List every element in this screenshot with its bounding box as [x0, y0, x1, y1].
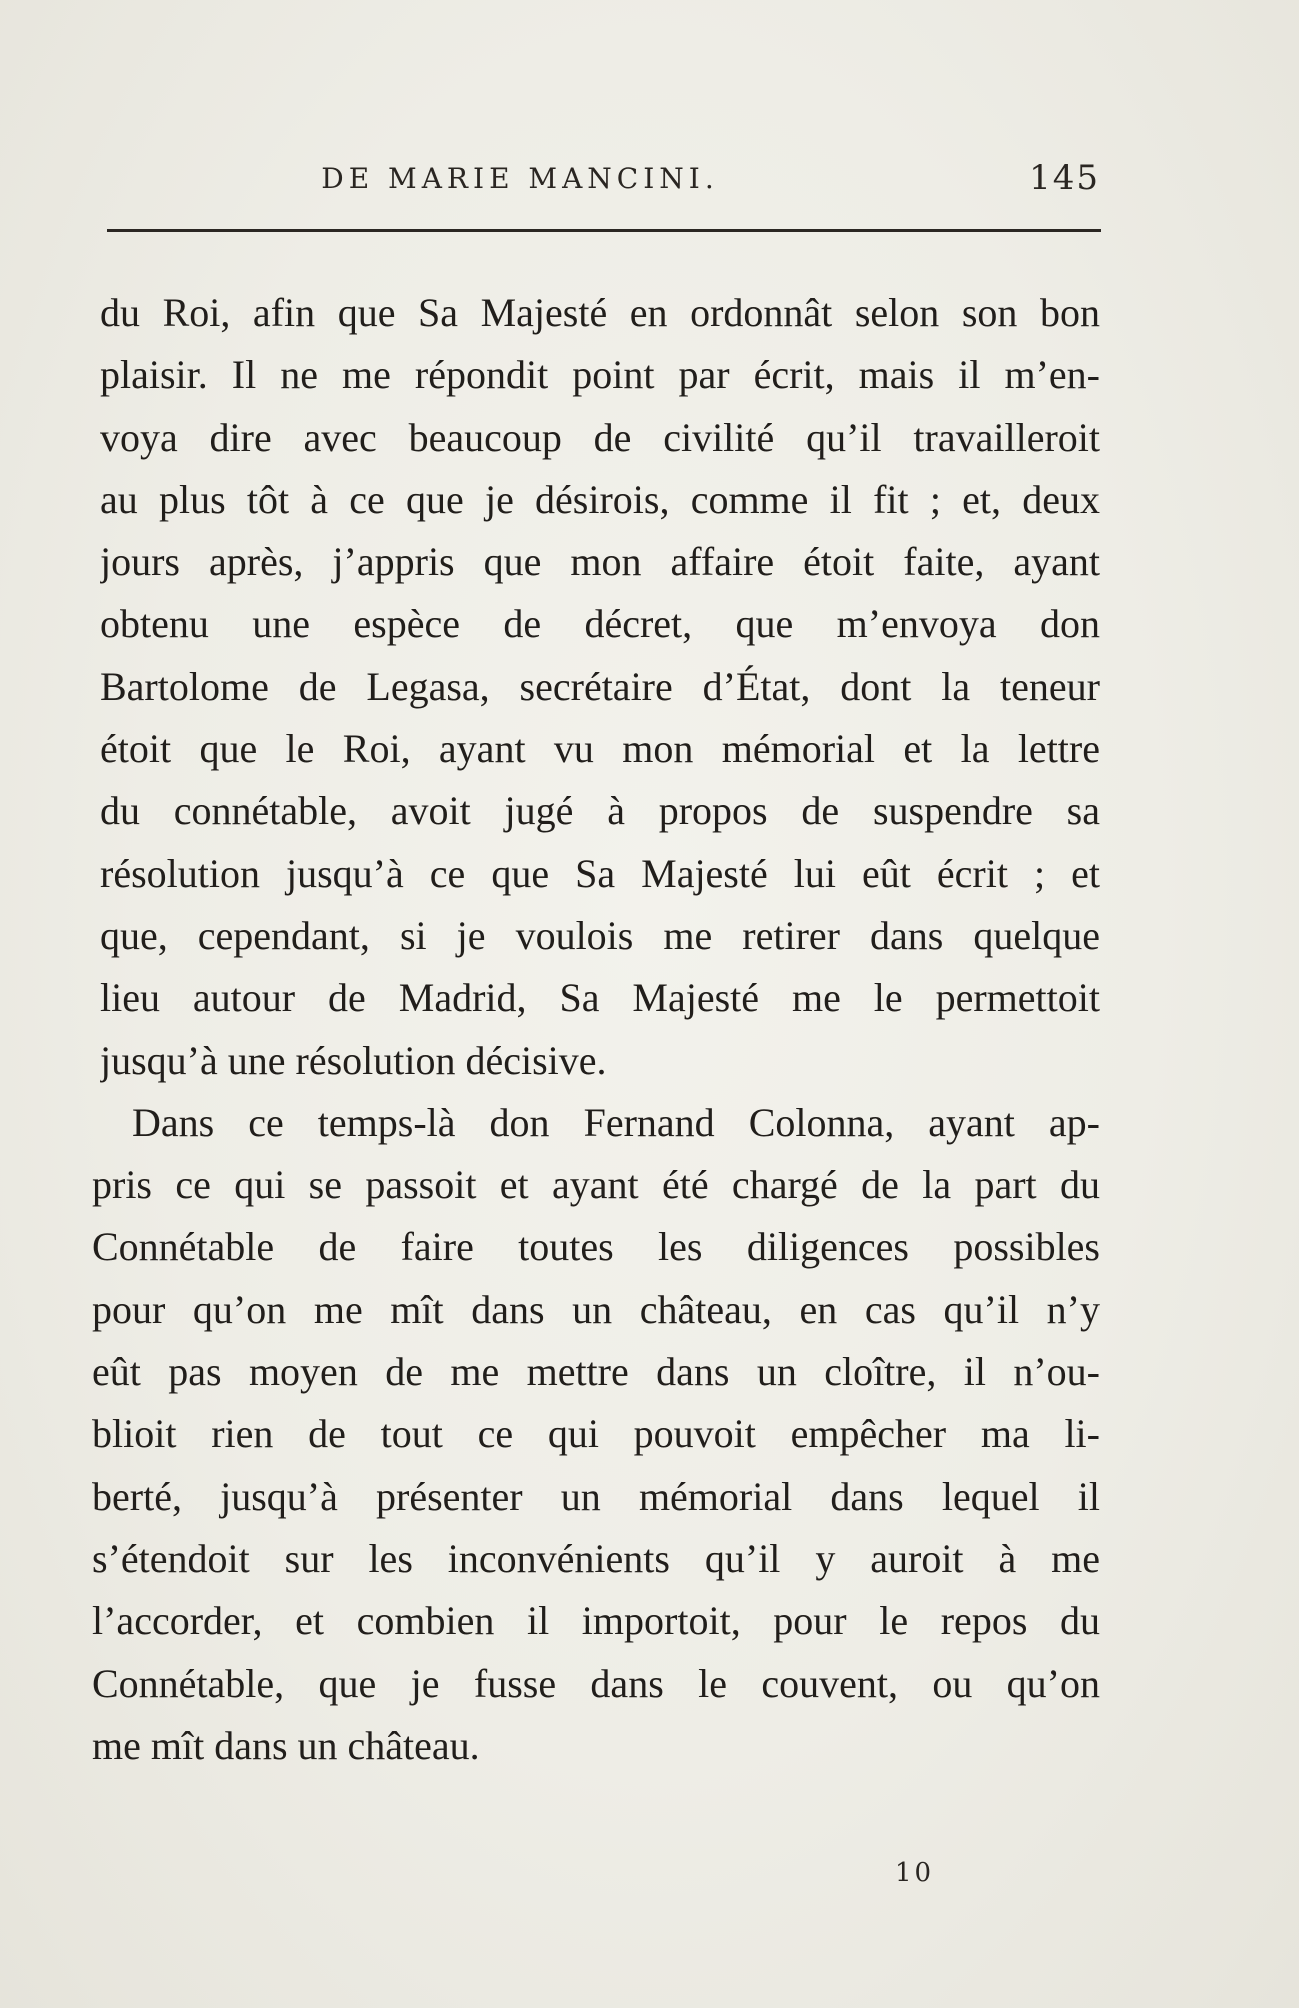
- text-line: eût pas moyen de me mettre dans un cloître, il n’ou-: [92, 1349, 1100, 1395]
- text-line: blioit rien de tout ce qui pouvoit empêcher ma li-: [92, 1411, 1100, 1457]
- text-line: Dans ce temps-là don Fernand Colonna, ayant ap-: [132, 1099, 1100, 1145]
- text-line: plaisir. Il ne me répondit point par écrit, mais il m’en-: [100, 352, 1100, 398]
- text-line: jusqu’à une résolution décisive.: [100, 1037, 607, 1083]
- text-line: pour qu’on me mît dans un château, en cas qu’il n’y: [92, 1286, 1100, 1332]
- paragraph-1: [100, 282, 1100, 1092]
- signature-mark: 10: [895, 1858, 935, 1888]
- header-rule: [107, 229, 1101, 232]
- text-line: Connétable de faire toutes les diligences possibles: [92, 1224, 1100, 1270]
- text-line: du Roi, afin que Sa Majesté en ordonnât selon son bon: [100, 290, 1100, 335]
- text-line: voya dire avec beaucoup de civilité qu’il travailleroit: [100, 414, 1100, 460]
- running-title: DE MARIE MANCINI.: [321, 162, 719, 195]
- text-line: au plus tôt à ce que je désirois, comme il fit ; et, deux: [100, 476, 1100, 522]
- text-line: jours après, j’appris que mon affaire étoit faite, ayant: [100, 539, 1100, 585]
- text-line: Bartolome de Legasa, secrétaire d’État, dont la teneur: [100, 663, 1100, 709]
- text-line: du connétable, avoit jugé à propos de suspendre sa: [100, 788, 1100, 834]
- paragraph-2: [92, 1092, 1100, 1777]
- text-line: étoit que le Roi, ayant vu mon mémorial et la lettre: [100, 726, 1100, 772]
- text-line: lieu autour de Madrid, Sa Majesté me le permettoit: [100, 975, 1100, 1021]
- text-line: résolution jusqu’à ce que Sa Majesté lui eût écrit ; et: [100, 850, 1100, 896]
- text-line: que, cependant, si je voulois me retirer dans quelque: [100, 912, 1100, 958]
- text-line: Connétable, que je fusse dans le couvent, ou qu’on: [92, 1660, 1100, 1706]
- body-text: [92, 282, 1100, 1777]
- text-line: berté, jusqu’à présenter un mémorial dans lequel il: [92, 1473, 1100, 1519]
- text-line: obtenu une espèce de décret, que m’envoya don: [100, 601, 1100, 647]
- text-line: me mît dans un château.: [92, 1722, 480, 1768]
- text-line: pris ce qui se passoit et ayant été chargé de la part du: [92, 1162, 1100, 1208]
- text-line: l’accorder, et combien il importoit, pour le repos du: [92, 1598, 1100, 1644]
- text-line: s’étendoit sur les inconvénients qu’il y auroit à me: [92, 1535, 1100, 1581]
- running-head: [105, 150, 1100, 200]
- page-number: 145: [1029, 158, 1100, 198]
